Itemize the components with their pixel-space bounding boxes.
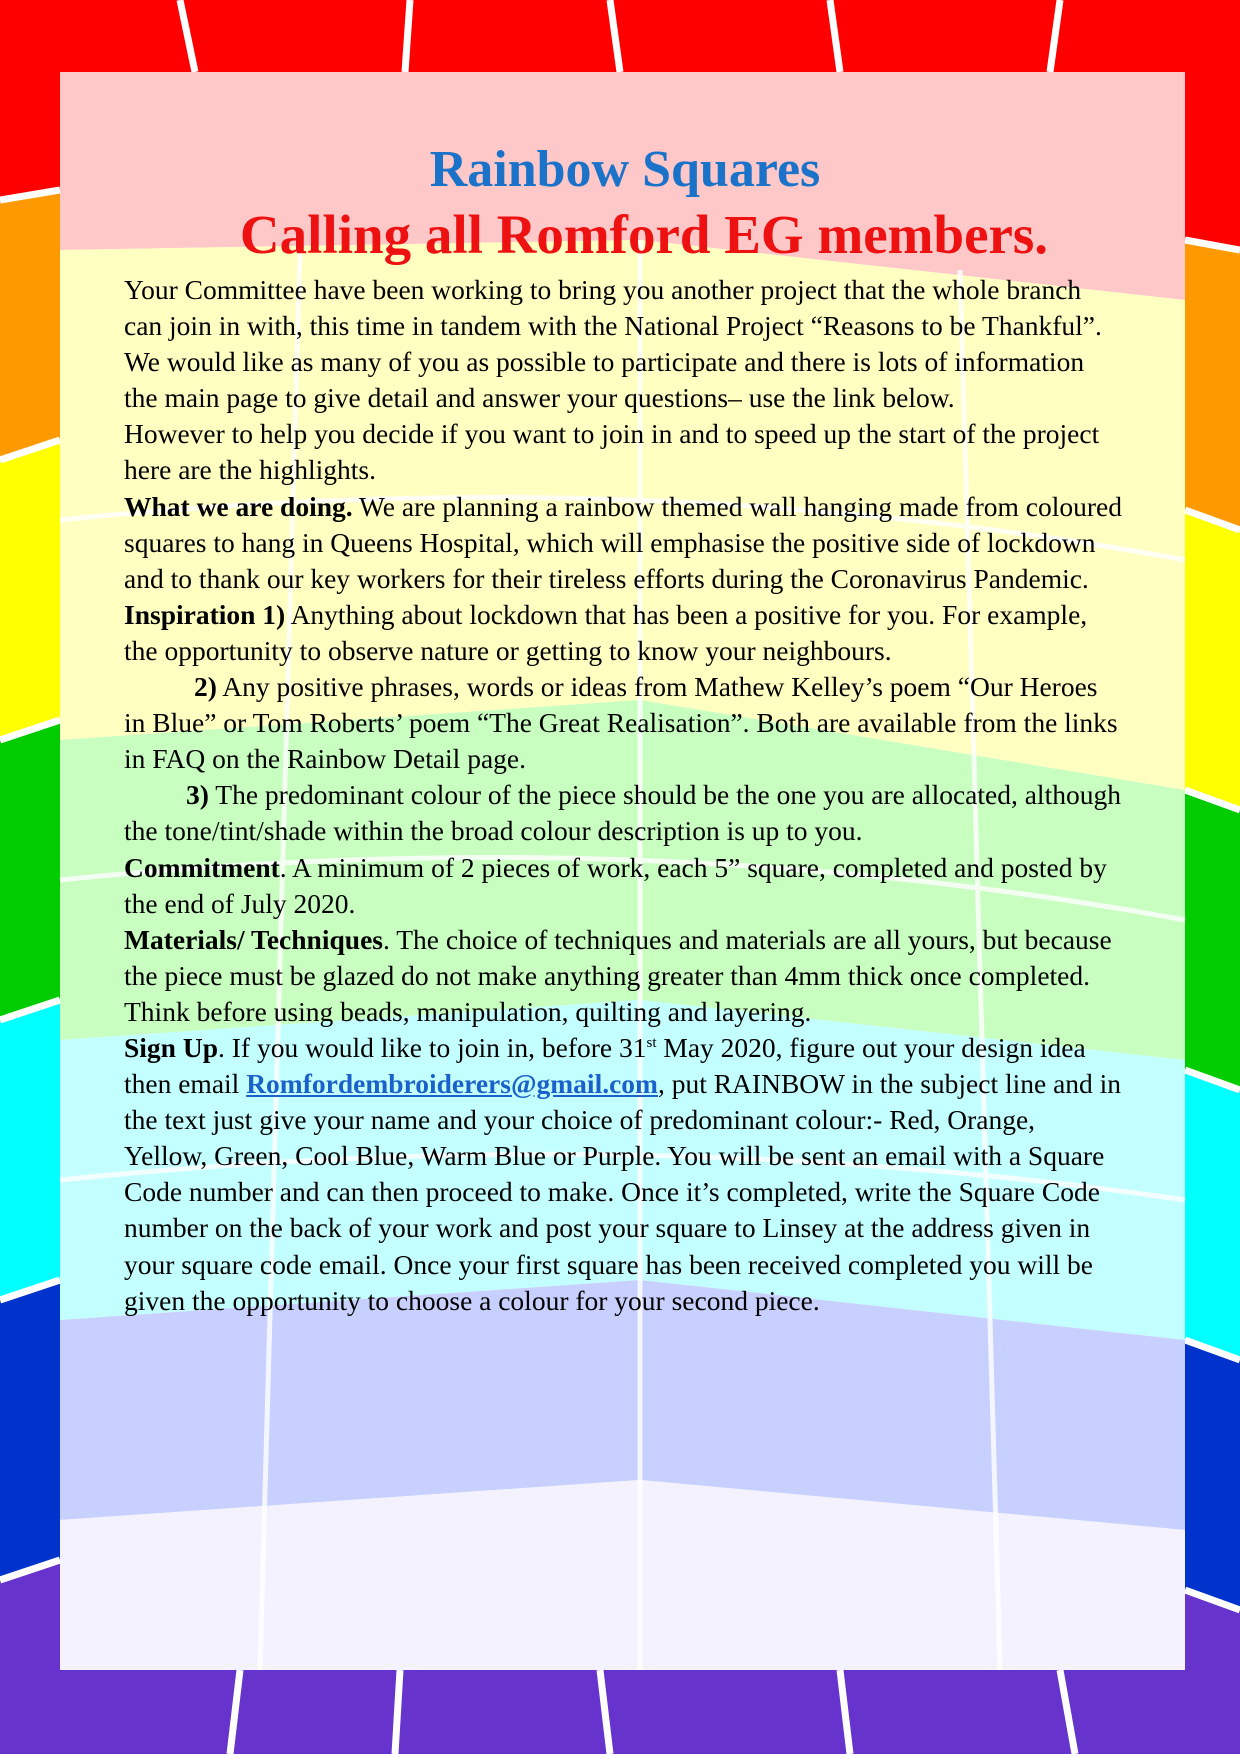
commitment-paragraph — [124, 850, 1124, 922]
inspiration-paragraph-1 — [124, 597, 1124, 669]
signup-text-a: . If you would like to join in, before 31 — [218, 1031, 647, 1063]
intro-paragraph-1: Your Committee have been working to bring you another project that the whole branch can join in with, this time in tandem with the National Project “Reasons to be Thankful”. — [124, 274, 1102, 342]
inspiration-text-3: The predominant colour of the piece should be the one you are allocated, although the tone/tint/shade within the broad colour description is up to you. — [124, 779, 1121, 847]
what-label: What we are doing. — [124, 490, 353, 522]
page-title: Rainbow Squares — [429, 141, 821, 198]
what-text: We are planning a rainbow themed wall hanging made from coloured squares to hang in Queens Hospital, which will emphasise the positive side of lockdown and to thank our key workers for their tireless efforts during the Coronavirus Pandemic. — [124, 490, 1122, 594]
signup-label: Sign Up — [124, 1031, 219, 1063]
inspiration-text-1: Anything about lockdown that has been a positive for you. For example, the opportunity to observe nature or getting to know your neighbours. — [124, 598, 1088, 666]
intro-paragraph-2: We would like as many of you as possible to participate and there is lots of information the main page to give detail and answer your questions– use the link below. — [124, 346, 1085, 414]
materials-paragraph — [124, 922, 1124, 1030]
signup-text-c: , put RAINBOW in the subject line and in the text just give your name and your choice of predominant colour:- Red, Orange, Yellow, Green, Cool Blue, Warm Blue or Purple. You will be sent an email with a Square Code number and can then proceed to make. Once it’s completed, write the Square Code number on the back of your work and post your square to Linsey at the address given in your square code email. Once your first square has been received completed you will be given the opportunity to choose a colour for your second piece. — [124, 1068, 1122, 1316]
commitment-label: Commitment — [124, 851, 280, 883]
what-we-are-doing-paragraph — [124, 489, 1124, 597]
signup-paragraph — [124, 1030, 1124, 1319]
materials-text: . The choice of techniques and materials are all yours, but because the piece must be glazed do not make anything greater than 4mm thick once completed. Think before using beads, manipulation, quilting and layering. — [124, 923, 1112, 1027]
inspiration-text-2: Any positive phrases, words or ideas from Mathew Kelley’s poem “Our Heroes in Blue” or Tom Roberts’ poem “The Great Realisation”. Both are available from the links in FAQ on the Rainbow Detail page. — [124, 671, 1118, 775]
page-subtitle: Calling all Romford EG members. — [239, 204, 1049, 265]
intro-paragraph-3: However to help you decide if you want to join in and to speed up the start of the project here are the highlights. — [124, 418, 1100, 486]
inspiration-label-3: 3) — [186, 779, 209, 811]
commitment-text: . A minimum of 2 pieces of work, each 5” square, completed and posted by the end of July 2020. — [124, 851, 1107, 919]
inspiration-label-2: 2) — [194, 671, 217, 703]
email-link[interactable]: Romfordembroiderers@gmail.com — [246, 1068, 658, 1100]
flyer-content — [124, 140, 1124, 1319]
materials-label: Materials/ Techniques — [124, 923, 383, 955]
inspiration-paragraph-2 — [124, 669, 1124, 777]
inspiration-label: Inspiration 1) — [124, 598, 286, 630]
signup-text-b: May 2020, figure out your design idea then email — [124, 1031, 1086, 1100]
date-suffix: st — [646, 1034, 657, 1051]
inspiration-paragraph-3 — [124, 777, 1124, 849]
